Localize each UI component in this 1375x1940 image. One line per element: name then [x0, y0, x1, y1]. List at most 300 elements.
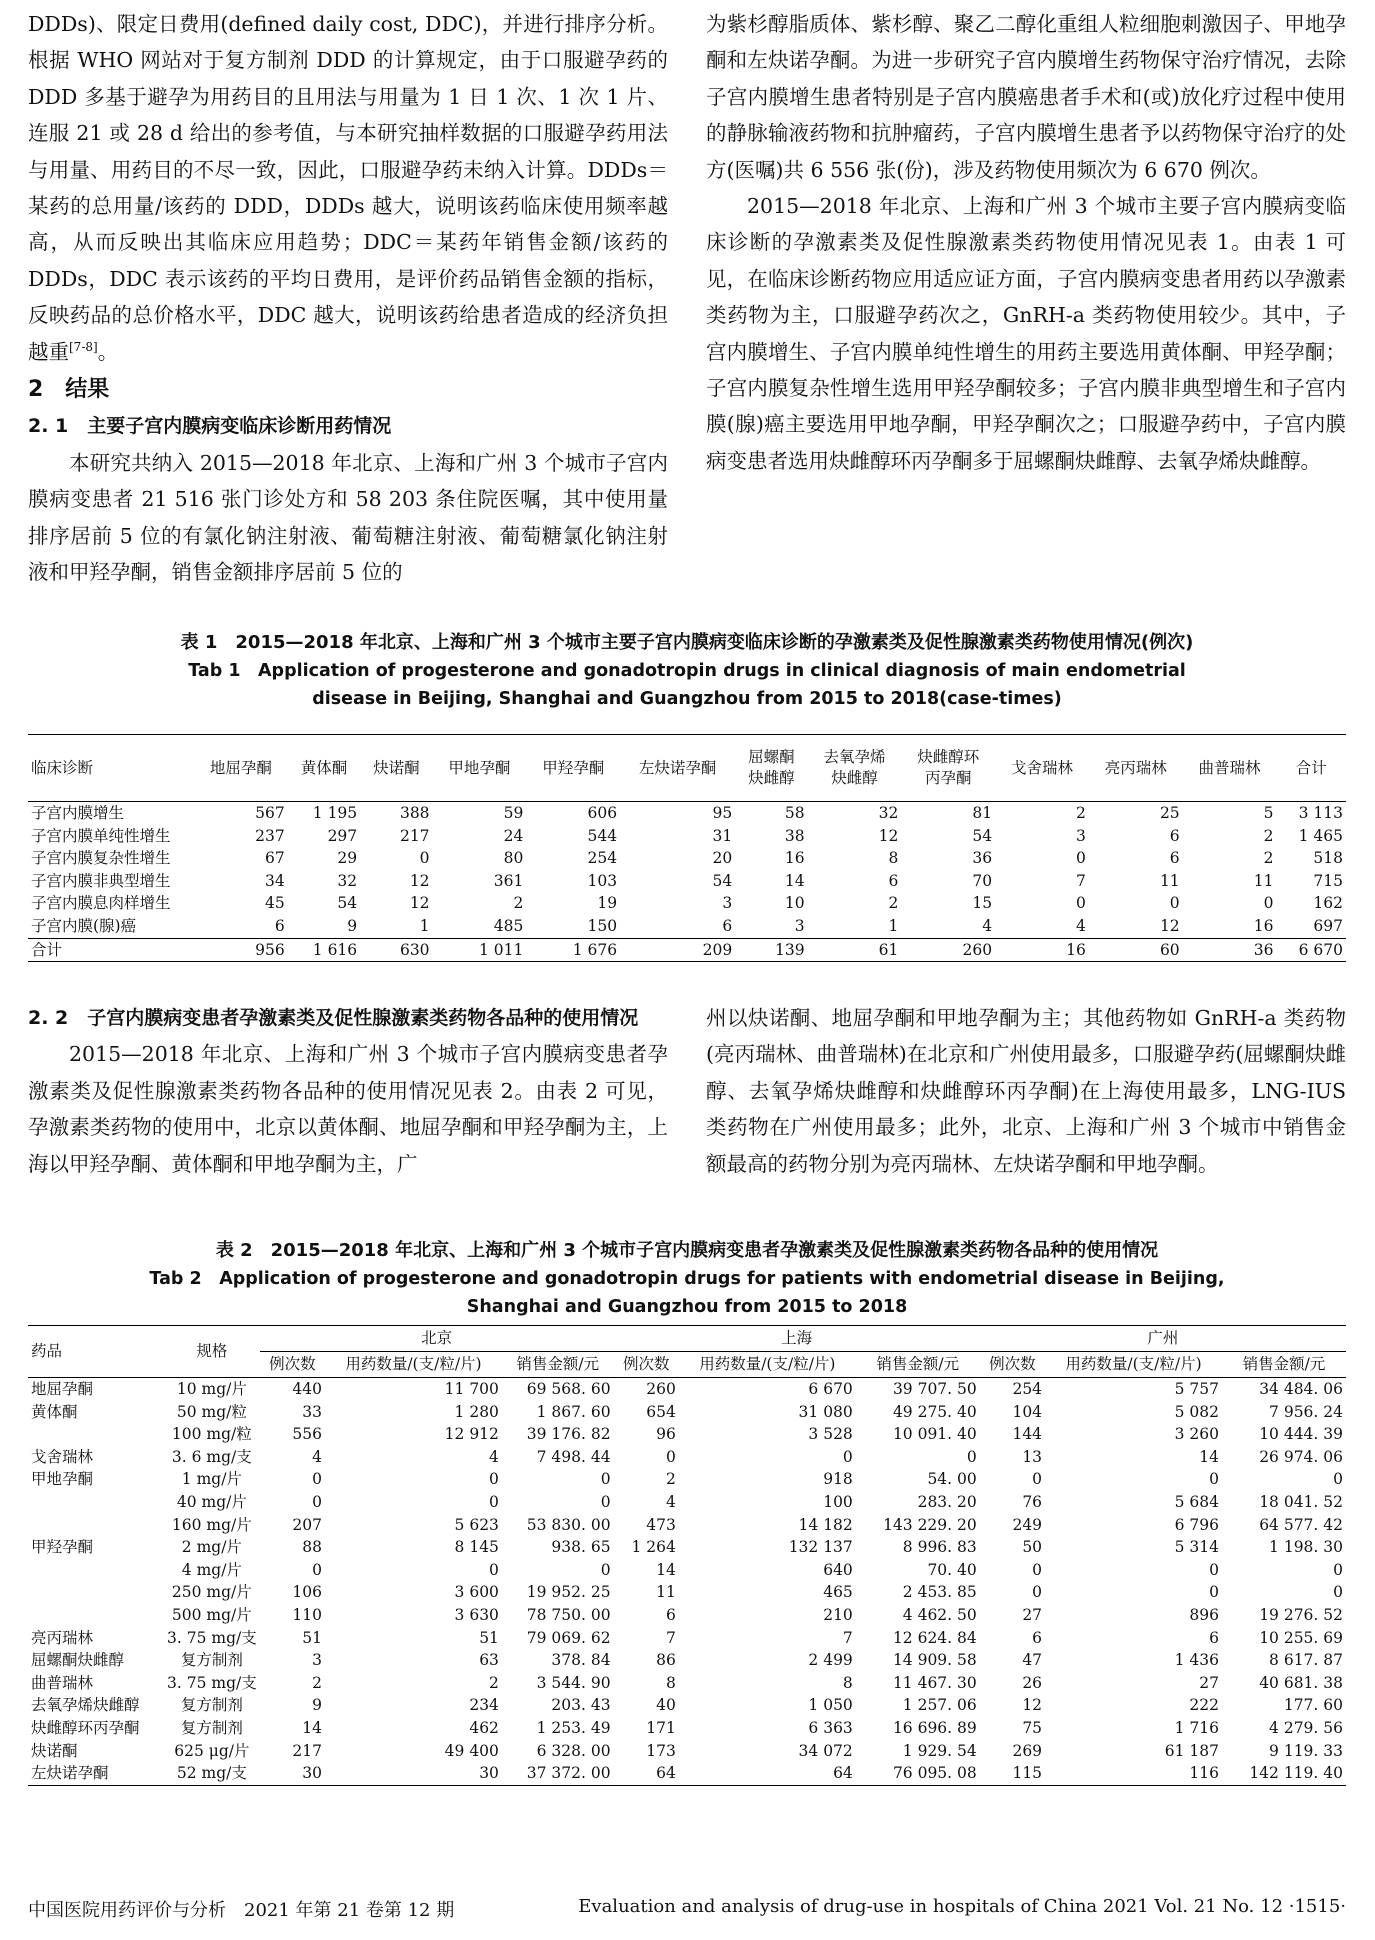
t2-sub-quantity-sh: 用药数量/(支/粒/片): [699, 1355, 836, 1373]
table-row: [28, 1514, 1346, 1537]
table-cell: 144: [1012, 1425, 1043, 1444]
table-cell: 0: [1333, 1583, 1343, 1602]
table-cell: 51: [302, 1628, 323, 1647]
table-cell: 283. 20: [917, 1492, 977, 1511]
table-cell: 14 909. 58: [892, 1651, 977, 1670]
table-cell: 143 229. 20: [883, 1515, 977, 1534]
drug-name: [28, 1491, 164, 1514]
table-cell: 20: [712, 849, 733, 868]
table-cell: 104: [1012, 1402, 1043, 1421]
table-cell: 388: [399, 804, 430, 822]
table-cell: 4: [489, 1447, 499, 1466]
table-cell: 14 182: [798, 1515, 853, 1534]
table-cell: 0: [489, 1560, 499, 1579]
table-row: [28, 1604, 1346, 1627]
t2-header-spec: 规格: [196, 1342, 228, 1360]
table-cell: 5 757: [1174, 1380, 1219, 1398]
row-label: 子宫内膜(腺)癌: [31, 916, 137, 935]
table-cell: 956: [255, 940, 285, 959]
left-column-top: [28, 6, 668, 591]
table-row: [28, 1672, 1346, 1695]
table-cell: 2: [1263, 849, 1274, 868]
table-cell: 518: [1313, 849, 1343, 868]
table-row: [28, 1559, 1346, 1582]
t2-sub-cases-gz: 例次数: [989, 1355, 1036, 1373]
table-cell: 12: [409, 894, 430, 913]
table-cell: 6: [1169, 849, 1180, 868]
table-cell: 31 080: [798, 1402, 853, 1421]
table-cell: 9: [347, 916, 358, 935]
table-cell: 177. 60: [1283, 1696, 1343, 1715]
table-cell: 86: [656, 1651, 676, 1670]
table-cell: 3: [1076, 826, 1086, 845]
drug-spec: 250 mg/片: [171, 1583, 252, 1602]
table-row: [28, 1694, 1346, 1717]
table-cell: 0: [1032, 1470, 1043, 1489]
drug-name: 甲地孕酮: [31, 1470, 94, 1489]
table-cell: 79 069. 62: [526, 1628, 611, 1647]
table-cell: 2: [489, 1673, 499, 1692]
t2-header-beijing: 北京: [260, 1326, 614, 1352]
table-cell: 50: [1022, 1538, 1043, 1557]
table-cell: 544: [587, 826, 618, 845]
table-cell: 171: [646, 1718, 676, 1737]
table-cell: 76: [1022, 1492, 1043, 1511]
drug-name: 戈舍瑞林: [31, 1447, 94, 1466]
drug-name: 地屈孕酮: [31, 1380, 94, 1398]
table-cell: 0: [666, 1447, 676, 1466]
paragraph-2-1: 本研究共纳入 2015—2018 年北京、上海和广州 3 个城市子宫内膜病变患者 21 516 张门诊处方和 58 203 条住院医嘱，其中使用量排序居前 5 位的有氯化钠注射液、葡萄糖注射液、葡萄糖氯化钠注射液和甲羟孕酮，销售金额排序居前 5 位的: [28, 450, 668, 585]
table-row: [28, 1423, 1346, 1446]
table-cell: 1: [419, 916, 430, 935]
table-cell: 1 257. 06: [902, 1696, 977, 1715]
table-cell: 0: [1032, 1560, 1043, 1579]
table-cell: 19: [597, 894, 618, 913]
table-cell: 0: [600, 1560, 611, 1579]
table-cell: 4: [666, 1492, 676, 1511]
citation-7-8[interactable]: [7-8]: [69, 339, 98, 354]
drug-spec: 3. 6 mg/支: [171, 1447, 252, 1466]
row-label: 子宫内膜增生: [31, 804, 125, 822]
t2-sub-sales-bj: 销售金额/元: [516, 1355, 600, 1373]
table-cell: 142 119. 40: [1249, 1764, 1343, 1783]
table-cell: 116: [1189, 1764, 1219, 1783]
table-cell: 6 328. 00: [536, 1741, 611, 1760]
table-cell: 6 796: [1174, 1515, 1219, 1534]
table-cell: 6 670: [808, 1380, 853, 1398]
table-cell: 0: [489, 1470, 499, 1489]
table2-header-row-1: [28, 1326, 1346, 1352]
table-cell: 37 372. 00: [526, 1764, 611, 1783]
table-cell: 10 255. 69: [1259, 1628, 1343, 1647]
table-cell: 63: [479, 1651, 499, 1670]
table-cell: 5 623: [454, 1515, 499, 1534]
t1-header-dydrogesterone: 地屈孕酮: [209, 758, 272, 777]
drug-name: 曲普瑞林: [31, 1673, 94, 1692]
table-cell: 5 684: [1174, 1492, 1219, 1511]
table-cell: 12: [1159, 916, 1180, 935]
paragraph-right-1: 为紫杉醇脂质体、紫杉醇、聚乙二醇化重组人粒细胞刺激因子、甲地孕酮和左炔诺孕酮。为进一步研究子宫内膜增生药物保守治疗情况，去除子宫内膜增生患者特别是子宫内膜癌患者手术和(或)放化疗过程中使用的静脉输液药物和抗肿瘤药，子宫内膜增生患者予以药物保守治疗的处方(医嘱)共 6 556 张(份)，涉及药物使用频次为 6 670 例次。: [706, 12, 1346, 182]
table-cell: 462: [469, 1718, 499, 1737]
table-cell: 76 095. 08: [892, 1764, 977, 1783]
paragraph-2-2-left: 2015—2018 年北京、上海和广州 3 个城市子宫内膜病变患者孕激素类及促性腺激素类药物各品种的使用情况见表 2。由表 2 可见，孕激素类药物的使用中，北京以黄体酮、地屈孕酮和甲羟孕酮为主，上海以甲羟孕酮、黄体酮和甲地孕酮为主，广: [28, 1042, 668, 1176]
table-cell: 14: [1199, 1447, 1219, 1466]
table-cell: 29: [337, 849, 358, 868]
table-cell: 32: [878, 804, 899, 822]
table-cell: 938. 65: [551, 1538, 611, 1557]
table-cell: 7: [666, 1628, 676, 1647]
table-cell: 8 996. 83: [902, 1538, 977, 1557]
table-cell: 14: [302, 1718, 323, 1737]
table1-caption-cn: 表 1 2015—2018 年北京、上海和广州 3 个城市主要子宫内膜病变临床诊断的孕激素类及促性腺激素类药物使用情况(例次): [180, 632, 1194, 653]
table-cell: 210: [823, 1605, 853, 1624]
table-cell: 654: [646, 1402, 676, 1421]
table-cell: 54. 00: [927, 1470, 977, 1489]
table-cell: 33: [302, 1402, 323, 1421]
table-row: [28, 1378, 1346, 1401]
table-row: [28, 802, 1346, 825]
drug-spec: 复方制剂: [180, 1651, 243, 1670]
table-cell: 14: [784, 871, 805, 890]
table-cell: 100: [823, 1492, 853, 1511]
subsection-heading-2-2: 2. 2 子宫内膜病变患者孕激素类及促性腺激素类药物各品种的使用情况: [28, 1007, 639, 1029]
drug-spec: 3. 75 mg/支: [167, 1673, 257, 1692]
table-row: [28, 825, 1346, 848]
table-cell: 0: [1169, 894, 1180, 913]
table-cell: 10 444. 39: [1259, 1425, 1343, 1444]
table-cell: 61 187: [1164, 1741, 1219, 1760]
table-cell: 13: [1022, 1447, 1043, 1466]
t1-header-goserelin: 戈舍瑞林: [1011, 758, 1074, 777]
drug-name: 黄体酮: [31, 1402, 78, 1421]
table-cell: 6: [274, 916, 285, 935]
table-cell: 16 696. 89: [892, 1718, 977, 1737]
table-cell: 7 498. 44: [536, 1447, 611, 1466]
t2-header-shanghai: 上海: [614, 1326, 980, 1352]
table-cell: 11 467. 30: [892, 1673, 977, 1692]
drug-spec: 500 mg/片: [171, 1605, 252, 1624]
table-row: [28, 1717, 1346, 1740]
table-cell: 30: [479, 1764, 499, 1783]
table-cell: 556: [292, 1425, 323, 1444]
table-cell: 1 436: [1174, 1651, 1219, 1670]
table-cell: 3 630: [454, 1605, 499, 1624]
table-cell: 378. 84: [551, 1651, 611, 1670]
drug-spec: 40 mg/片: [176, 1492, 247, 1511]
table-cell: 26: [1022, 1673, 1043, 1692]
table-cell: 58: [784, 804, 805, 822]
methods-paragraph: [28, 6, 668, 370]
t2-sub-cases-bj: 例次数: [269, 1355, 316, 1373]
table-cell: 2: [1263, 826, 1274, 845]
t1-header-drospirenone: 屈螺酮 炔雌醇: [748, 748, 795, 787]
t1-header-total: 合计: [1295, 758, 1327, 777]
table-cell: 485: [493, 916, 524, 935]
table-cell: 0: [600, 1492, 611, 1511]
table2-body: [28, 1378, 1346, 1786]
table-row: [28, 1401, 1346, 1424]
table-cell: 32: [337, 871, 358, 890]
table-cell: 473: [646, 1515, 676, 1534]
table-cell: 12: [1022, 1696, 1043, 1715]
table-cell: 27: [1199, 1673, 1219, 1692]
table1-caption-en-2: disease in Beijing, Shanghai and Guangzhou from 2015 to 2018(case-times): [312, 689, 1062, 709]
table-cell: 237: [255, 826, 285, 845]
table-cell: 31: [712, 826, 733, 845]
drug-spec: 1 mg/片: [181, 1470, 242, 1489]
table-cell: 10: [784, 894, 805, 913]
table-cell: 25: [1159, 804, 1180, 822]
table-cell: 11: [656, 1583, 676, 1602]
table-cell: 60: [1159, 940, 1180, 959]
table-cell: 47: [1022, 1651, 1043, 1670]
table-cell: 0: [312, 1560, 323, 1579]
row-label: 子宫内膜复杂性增生: [31, 849, 171, 868]
table-row: [28, 1740, 1346, 1763]
table-cell: 0: [312, 1492, 323, 1511]
table-cell: 6: [1032, 1628, 1043, 1647]
drug-name: [28, 1423, 164, 1446]
table-cell: 207: [292, 1515, 323, 1534]
table-cell: 78 750. 00: [526, 1605, 611, 1624]
table-cell: 16: [1253, 916, 1274, 935]
t2-sub-quantity-gz: 用药数量/(支/粒/片): [1065, 1355, 1202, 1373]
drug-spec: 2 mg/片: [181, 1538, 242, 1557]
methods-text: DDDs)、限定日费用(defined daily cost, DDC)，并进行排序分析。根据 WHO 网站对于复方制剂 DDD 的计算规定，由于口服避孕药的 DDD 多基于避孕为用药目的且用法与用量为 1 日 1 次、1 次 1 片、连服 21 或 28 d 给出的参考值，与本研究抽样数据的口服避孕药用法与用量、用药目的不尽一致，因此，口服避孕药未纳入计算。DDDs＝某药的总用量/该药的 DDD，DDDs 越大，说明该药临床使用频率越高，从而反映出其临床应用趋势；DDC＝某药年销售金额/该药的 DDDs，DDC 表示该药的平均日费用，是评价药品销售金额的指标，反映药品的总价格水平，DDC 越大，说明该药给患者造成的经济负担越重: [28, 12, 668, 364]
table-cell: 59: [503, 804, 524, 822]
table-cell: 51: [479, 1628, 499, 1647]
table-cell: 465: [823, 1583, 853, 1602]
table-cell: 30: [302, 1764, 323, 1783]
t1-header-leuprorelin: 亮丙瑞林: [1104, 758, 1167, 777]
table2-caption-cn: 表 2 2015—2018 年北京、上海和广州 3 个城市子宫内膜病变患者孕激素类及促性腺激素类药物各品种的使用情况: [215, 1240, 1159, 1261]
table-cell: 0: [312, 1470, 323, 1489]
table-cell: 4: [1076, 916, 1086, 935]
table-cell: 715: [1313, 871, 1343, 890]
table-cell: 8 617. 87: [1269, 1651, 1343, 1670]
table-cell: 9 119. 33: [1269, 1741, 1343, 1760]
t2-sub-sales-sh: 销售金额/元: [876, 1355, 960, 1373]
drug-name: 左炔诺孕酮: [31, 1764, 109, 1783]
table-cell: 19 952. 25: [526, 1583, 611, 1602]
table-cell: 67: [265, 849, 285, 868]
table-cell: 12: [878, 826, 899, 845]
drug-name: 亮丙瑞林: [31, 1628, 94, 1647]
table-cell: 697: [1313, 916, 1343, 935]
table-cell: 4: [312, 1447, 323, 1466]
table-cell: 3: [794, 916, 805, 935]
table-cell: 1 616: [312, 940, 358, 959]
table-cell: 115: [1012, 1764, 1043, 1783]
table-cell: 269: [1012, 1741, 1043, 1760]
table-cell: 3: [312, 1651, 323, 1670]
table-cell: 0: [600, 1470, 611, 1489]
table-cell: 234: [469, 1696, 499, 1715]
table1-body: [28, 802, 1346, 962]
table-cell: 3 544. 90: [536, 1673, 611, 1692]
table-cell: 5: [1263, 804, 1274, 822]
footer-journal-en: Evaluation and analysis of drug-use in hospitals of China 2021 Vol. 21 No. 12 ·1515·: [578, 1896, 1346, 1917]
table-cell: 64: [656, 1764, 676, 1783]
table1-caption: [28, 628, 1346, 713]
table-cell: 49 400: [444, 1741, 499, 1760]
table-cell: 1 253. 49: [536, 1718, 611, 1737]
table-cell: 6: [666, 1605, 676, 1624]
table-cell: 4 279. 56: [1269, 1718, 1343, 1737]
table-cell: 2: [1076, 804, 1086, 822]
table-cell: 7: [1076, 871, 1086, 890]
table-cell: 162: [1313, 894, 1343, 913]
table-cell: 139: [775, 940, 805, 959]
table2-caption-en-2: Shanghai and Guangzhou from 2015 to 2018: [466, 1297, 908, 1317]
right-column-middle: [706, 1000, 1346, 1182]
table-cell: 6 363: [808, 1718, 853, 1737]
table-cell: 64: [833, 1764, 853, 1783]
table-cell: 132 137: [788, 1538, 853, 1557]
table-row: [28, 915, 1346, 938]
table-cell: 0: [1032, 1583, 1043, 1602]
table-cell: 70: [972, 871, 993, 890]
t2-header-guangzhou: 广州: [980, 1326, 1346, 1352]
table-cell: 1 011: [478, 940, 524, 959]
table-cell: 38: [784, 826, 805, 845]
table-cell: 16: [784, 849, 805, 868]
top-columns: [28, 6, 1346, 591]
table-cell: 24: [503, 826, 524, 845]
table-cell: 10 091. 40: [892, 1425, 977, 1444]
t2-sub-sales-gz: 销售金额/元: [1242, 1355, 1326, 1373]
table-cell: 217: [292, 1741, 323, 1760]
t2-sub-quantity-bj: 用药数量/(支/粒/片): [345, 1355, 482, 1373]
right-column-top: [706, 6, 1346, 591]
row-label: 子宫内膜单纯性增生: [31, 826, 171, 845]
drug-name: [28, 1581, 164, 1604]
table-cell: 34: [265, 871, 285, 890]
table-cell: 8: [842, 1673, 853, 1692]
table-cell: 1 195: [312, 804, 358, 822]
table-row: [28, 892, 1346, 915]
table-cell: 217: [399, 826, 430, 845]
drug-name: 去氧孕烯炔雌醇: [31, 1696, 140, 1715]
table2-caption: [28, 1236, 1346, 1321]
table-cell: 103: [587, 871, 618, 890]
table-cell: 40: [656, 1696, 676, 1715]
table-cell: 361: [493, 871, 524, 890]
table-cell: 209: [702, 940, 733, 959]
drug-spec: 4 mg/片: [181, 1560, 242, 1579]
table-cell: 36: [1253, 940, 1274, 959]
table-cell: 0: [1076, 849, 1086, 868]
table-cell: 2 453. 85: [902, 1583, 977, 1602]
table-cell: 27: [1022, 1605, 1043, 1624]
table-cell: 6 670: [1298, 940, 1343, 959]
drug-name: 炔雌醇环丙孕酮: [31, 1718, 140, 1737]
table-row: [28, 1581, 1346, 1604]
table-cell: 0: [1263, 894, 1274, 913]
table-cell: 8 145: [454, 1538, 499, 1557]
table-row: [28, 847, 1346, 870]
drug-name: [28, 1559, 164, 1582]
table-cell: 630: [399, 940, 430, 959]
table-cell: 26 974. 06: [1259, 1447, 1343, 1466]
table-cell: 1 198. 30: [1269, 1538, 1343, 1557]
table-cell: 2: [888, 894, 899, 913]
section-heading-results: 2 结果: [28, 377, 110, 403]
table2: [28, 1325, 1346, 1786]
table-cell: 8: [888, 849, 899, 868]
table-cell: 0: [419, 849, 430, 868]
table-cell: 3 260: [1174, 1425, 1219, 1444]
table-cell: 49 275. 40: [892, 1402, 977, 1421]
drug-spec: 10 mg/片: [176, 1380, 247, 1398]
table-cell: 75: [1022, 1718, 1043, 1737]
drug-spec: 625 μg/片: [174, 1741, 250, 1760]
table-cell: 61: [878, 940, 899, 959]
table-cell: 297: [327, 826, 358, 845]
drug-spec: 52 mg/支: [176, 1764, 247, 1783]
table-cell: 0: [1209, 1560, 1219, 1579]
table-cell: 14: [656, 1560, 676, 1579]
t1-header-desogestrel: 去氧孕烯 炔雌醇: [823, 748, 886, 787]
drug-name: 甲羟孕酮: [31, 1538, 94, 1557]
table1-total-row: [28, 938, 1346, 962]
paragraph-2-2-right: 州以炔诺酮、地屈孕酮和甲地孕酮为主；其他药物如 GnRH-a 类药物(亮丙瑞林、曲普瑞林)在北京和广州使用最多，口服避孕药(屈螺酮炔雌醇、去氧孕烯炔雌醇和炔雌醇环丙孕酮)在上海使用最多，LNG-IUS 类药物在广州使用最多；此外，北京、上海和广州 3 个城市中销售金额最高的药物分别为亮丙瑞林、左炔诺孕酮和甲地孕酮。: [706, 1006, 1346, 1176]
table-cell: 1 929. 54: [902, 1741, 977, 1760]
left-column-middle: [28, 1000, 668, 1182]
drug-spec: 50 mg/粒: [176, 1402, 247, 1421]
table-cell: 8: [666, 1673, 676, 1692]
table-cell: 39 707. 50: [892, 1380, 977, 1398]
table-cell: 106: [292, 1583, 323, 1602]
table-cell: 0: [1333, 1470, 1343, 1489]
table-cell: 260: [646, 1380, 676, 1398]
table-cell: 0: [1333, 1560, 1343, 1579]
row-label: 子宫内膜非典型增生: [31, 871, 171, 890]
page-footer: [28, 1896, 1346, 1922]
table-cell: 95: [712, 804, 733, 822]
table-cell: 11 700: [444, 1380, 499, 1398]
table-cell: 54: [972, 826, 993, 845]
table-cell: 4: [982, 916, 993, 935]
table-cell: 19 276. 52: [1259, 1605, 1343, 1624]
table-cell: 15: [972, 894, 993, 913]
page: [28, 0, 1346, 1940]
drug-spec: 3. 75 mg/支: [167, 1628, 257, 1647]
methods-period: 。: [97, 339, 119, 364]
table-cell: 440: [292, 1380, 323, 1398]
table-cell: 16: [1066, 940, 1086, 959]
table-row: [28, 1627, 1346, 1650]
table-cell: 1 050: [808, 1696, 853, 1715]
table-cell: 1: [888, 916, 899, 935]
drug-name: [28, 1604, 164, 1627]
table-cell: 6: [722, 916, 733, 935]
table-cell: 40 681. 38: [1259, 1673, 1343, 1692]
t1-header-levonorgestrel: 左炔诺孕酮: [638, 758, 717, 777]
table-cell: 34 072: [798, 1741, 853, 1760]
table-cell: 0: [489, 1492, 499, 1511]
table-cell: 173: [646, 1741, 676, 1760]
table-cell: 567: [255, 804, 285, 822]
table-cell: 3 600: [454, 1583, 499, 1602]
table-cell: 606: [587, 804, 618, 822]
table-cell: 3 113: [1298, 804, 1343, 822]
row-label: 子宫内膜息肉样增生: [31, 894, 171, 913]
table-cell: 64 577. 42: [1259, 1515, 1343, 1534]
t1-header-medroxyprogesterone: 甲羟孕酮: [542, 758, 605, 777]
table-cell: 0: [1209, 1583, 1219, 1602]
table-cell: 150: [587, 916, 618, 935]
